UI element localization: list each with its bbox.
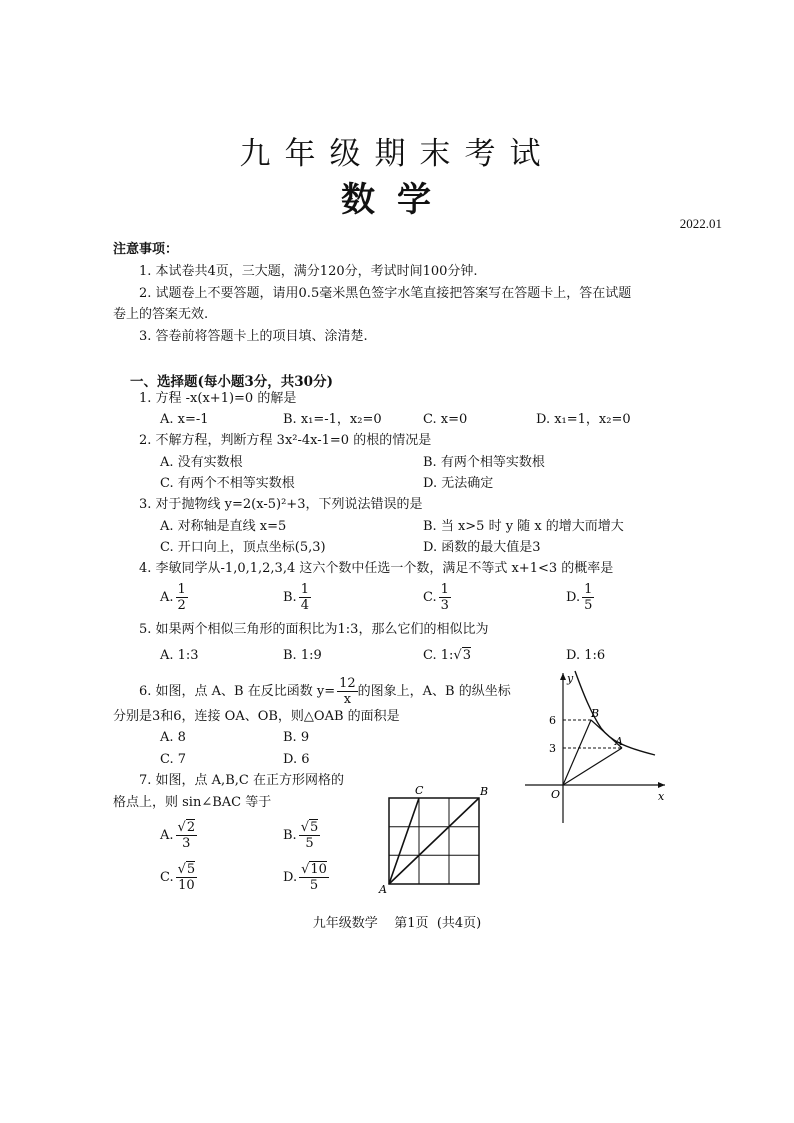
tick-3-label: 3 — [549, 742, 556, 755]
q6-stem-cont: 分别是3和6，连接 OA、OB，则△OAB 的面积是 — [113, 709, 400, 724]
q2-option-a: A. 没有实数根 — [160, 455, 243, 470]
notes-heading: 注意事项： — [113, 242, 179, 257]
q5-option-d: D. 1:6 — [566, 648, 606, 663]
q5-stem: 5. 如果两个相似三角形的面积比为1:3，那么它们的相似比为 — [139, 622, 489, 637]
q7-option-a: A. $\frac{√2}{3}$ — [160, 820, 196, 851]
q7-option-d: D. $\frac{√10}{5}$ — [283, 862, 327, 893]
exam-title: 九年级期末考试 — [239, 136, 555, 172]
q5-option-c: C. 1:√3 — [423, 648, 471, 663]
note-item-1: 1. 本试卷共4页，三大题，满分120分，考试时间100分钟. — [139, 264, 478, 279]
q4-option-b: B. $\frac{1}{4}$ — [283, 582, 309, 613]
q7-stem: 7. 如图，点 A,B,C 在正方形网格的 — [139, 773, 344, 788]
q2-option-c: C. 有两个不相等实数根 — [160, 476, 295, 491]
segment-oa — [563, 748, 622, 785]
q1-option-d: D. x₁=1，x₂=0 — [536, 412, 631, 427]
q4-option-d: D. $\frac{1}{5}$ — [566, 582, 593, 613]
note-item-2-cont: 卷上的答案无效. — [113, 307, 209, 322]
q1-option-a: A. x=-1 — [160, 412, 209, 427]
note-item-2: 2. 试题卷上不要答题，请用0.5毫米黑色签字水笔直接把答案写在答题卡上，答在试题 — [139, 286, 632, 301]
q3-option-b: B. 当 x>5 时 y 随 x 的增大而增大 — [423, 519, 624, 534]
y-axis-arrow — [560, 673, 566, 680]
q6-stem: 6. 如图，点 A、B 在反比函数 y= $\frac{12}{x}$ 的图象上，A、B 的纵坐标 — [139, 676, 511, 707]
x-axis-arrow — [658, 782, 665, 788]
point-a-label: A — [615, 735, 623, 748]
point-b-label: B — [480, 785, 489, 798]
subject-title: 数学 — [341, 180, 453, 220]
q3-option-c: C. 开口向上，顶点坐标(5,3) — [160, 540, 326, 555]
y-label: y — [567, 672, 574, 685]
q5-option-a: A. 1:3 — [160, 648, 199, 663]
q6-figure — [525, 668, 675, 828]
section-heading: 一、选择题(每小题3分，共30分) — [130, 374, 333, 390]
q1-stem: 1. 方程 -x(x+1)=0 的解是 — [139, 391, 297, 406]
q2-option-b: B. 有两个相等实数根 — [423, 455, 545, 470]
exam-date: 2022.01 — [679, 216, 722, 231]
segment-ab — [389, 798, 479, 884]
q6-option-c: C. 7 — [160, 752, 187, 767]
tick-6-label: 6 — [549, 714, 556, 727]
q4-option-a: A. $\frac{1}{2}$ — [160, 582, 186, 613]
q3-stem: 3. 对于抛物线 y=2(x-5)²+3，下列说法错误的是 — [139, 497, 423, 512]
q1-option-b: B. x₁=-1，x₂=0 — [283, 412, 382, 427]
page-footer: 九年级数学 第1页 (共4页) — [312, 916, 482, 931]
note-item-3: 3. 答卷前将答题卡上的项目填、涂清楚. — [139, 329, 368, 344]
q3-option-d: D. 函数的最大值是3 — [423, 540, 541, 555]
segment-ac — [389, 798, 419, 884]
q4-option-c: C. $\frac{1}{3}$ — [423, 582, 449, 613]
q2-option-d: D. 无法确定 — [423, 476, 494, 491]
x-label: x — [658, 790, 665, 803]
q4-stem: 4. 李敏同学从-1,0,1,2,3,4 这六个数中任选一个数，满足不等式 x+1<3 的概率是 — [139, 561, 614, 576]
q1-option-c: C. x=0 — [423, 412, 468, 427]
q6-option-b: B. 9 — [283, 730, 310, 745]
origin-label: O — [551, 788, 561, 801]
q5-option-b: B. 1:9 — [283, 648, 322, 663]
point-a-label: A — [379, 883, 387, 895]
point-c-label: C — [415, 784, 424, 797]
q7-stem-cont: 格点上，则 sin∠BAC 等于 — [113, 795, 272, 810]
q6-option-d: D. 6 — [283, 752, 310, 767]
q7-option-c: C. $\frac{√5}{10}$ — [160, 862, 196, 893]
segment-ob — [563, 720, 591, 785]
point-b-label: B — [591, 707, 600, 720]
q3-option-a: A. 对称轴是直线 x=5 — [160, 519, 287, 534]
q6-option-a: A. 8 — [160, 730, 186, 745]
q7-figure — [375, 780, 495, 895]
q7-option-b: B. $\frac{√5}{5}$ — [283, 820, 319, 851]
q2-stem: 2. 不解方程，判断方程 3x²-4x-1=0 的根的情况是 — [139, 433, 432, 448]
